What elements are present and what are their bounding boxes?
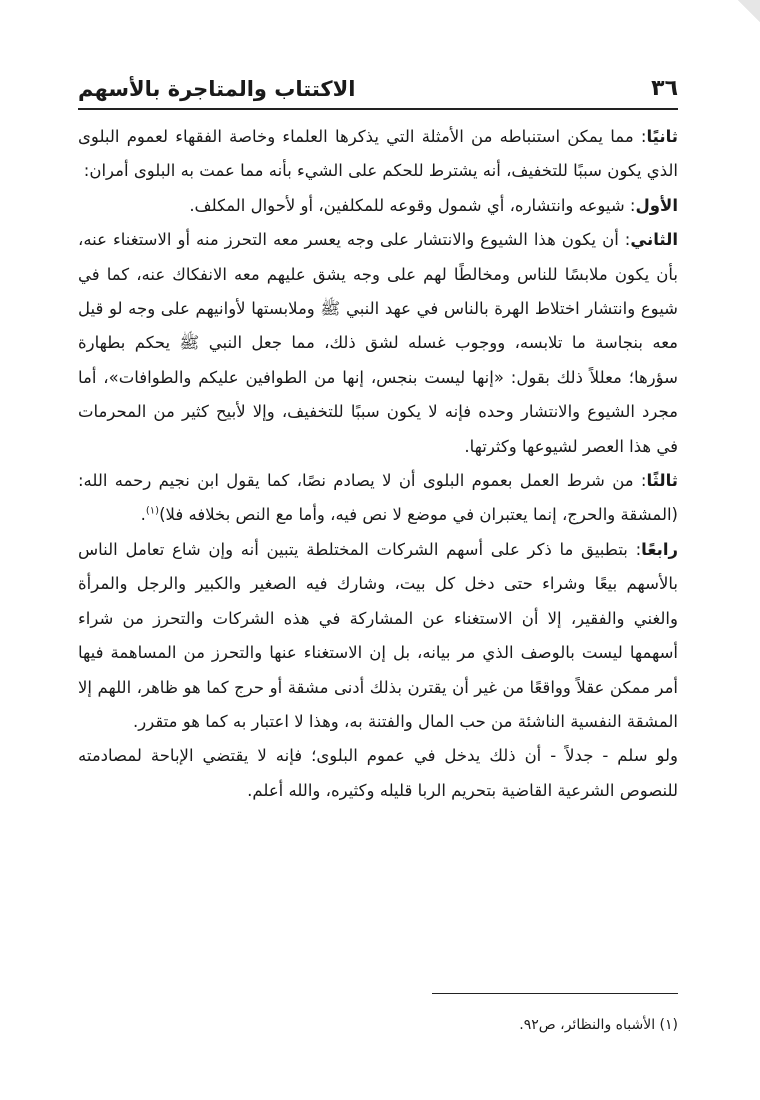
paragraph-lead: ثانيًا — [646, 127, 678, 146]
paragraph-lead: الثاني — [630, 230, 678, 250]
paragraph-text: : شيوعه وانتشاره، أي شمول وقوعه للمكلفين، أو لأحوال المكلف. — [189, 195, 636, 215]
paragraph-first-condition — [78, 189, 678, 223]
paragraph-text: : أن يكون هذا الشيوع والانتشار على وجه يعسر معه التحرز منه أو الاستغناء عنه، بأن يكون ملابسًا للناس ومخالطًا لهم على وجه يشق عليهم معه الانفكاك عنه، كما في شيوع وانتشار اختلاط الهرة بالناس في عهد النبي ﷺ وملابستها لأوانيهم على وجه لو قيل معه بنجاسة ما تلابسه، ووجوب غسله لشق ذلك، مما جعل النبي ﷺ يحكم بطهارة سؤرها؛ معللاً ذلك بقول: «إنها ليست بنجس، إنها من الطوافين عليكم والطوافات»، أما مجرد الشيوع والانتشار وحده فإنه لا يكون سببًا للتخفيف، وإلا لأبيح كثير من المحرمات في هذا العصر لشيوعها وكثرتها. — [78, 230, 678, 456]
footnote-rule — [432, 993, 678, 994]
paragraph-lead: رابعًا — [641, 539, 678, 559]
paragraph-text: : بتطبيق ما ذكر على أسهم الشركات المختلطة يتبين أنه وإن شاع تعامل الناس بالأسهم بيعًا وشراء حتى دخل كل بيت، وشارك فيه الصغير والكبير والرجل والمرأة والغني والفقير، إلا أن الاستغناء عن المشاركة في هذه الشركات والتحرز من شراء أسهمها ليست بالوصف الذي مر بيانه، بل إن الاستغناء عنها والتحرز من المساهمة فيها أمر ممكن عقلاً وواقعًا من غير أن يقترن بذلك أدنى مشقة أو حرج كما هو ظاهر، اللهم إلا المشقة النفسية الناشئة من حب المال والفتنة به، وهذا لا اعتبار به كما هو متقرر. — [78, 539, 678, 731]
paragraph-text: : من شرط العمل بعموم البلوى أن لا يصادم نصًا، كما يقول ابن نجيم رحمه الله: (المشقة والحرج، إنما يعتبران في موضع لا نص فيه، وأما مع النص بخلافه فلا) — [78, 471, 678, 525]
paragraph-concession — [78, 739, 678, 808]
paragraph-text: ولو سلم - جدلاً - أن ذلك يدخل في عموم البلوى؛ فإنه لا يقتضي الإباحة لمصادمته للنصوص الشرعية القاضية بتحريم الربا قليله وكثيره، والله أعلم. — [78, 746, 678, 800]
page-number: ٣٦ — [651, 76, 678, 101]
paragraph-thirdly — [78, 464, 678, 533]
page-header — [78, 74, 678, 108]
paragraph-lead: ثالثًا — [646, 471, 678, 491]
paragraph-lead: الأول — [635, 195, 678, 215]
paragraph-text: : مما يمكن استنباطه من الأمثلة التي يذكرها العلماء وخاصة الفقهاء لعموم البلوى الذي يكون سببًا للتخفيف، أنه يشترط للحكم على الشيء بأنه مما عمت به البلوى أمران: — [78, 127, 678, 181]
body-text — [78, 120, 678, 808]
header-rule — [78, 108, 678, 110]
paragraph-fourthly — [78, 533, 678, 739]
paragraph-text-end: . — [140, 505, 146, 525]
footnote: (١) الأشباه والنظائر، ص٩٢. — [519, 1017, 678, 1033]
running-title: الاكتتاب والمتاجرة بالأسهم — [78, 77, 356, 101]
footnote-reference[interactable]: (١) — [145, 505, 160, 517]
paragraph-secondly — [78, 120, 678, 189]
paragraph-second-condition — [78, 223, 678, 464]
page-corner-mark — [738, 0, 760, 22]
